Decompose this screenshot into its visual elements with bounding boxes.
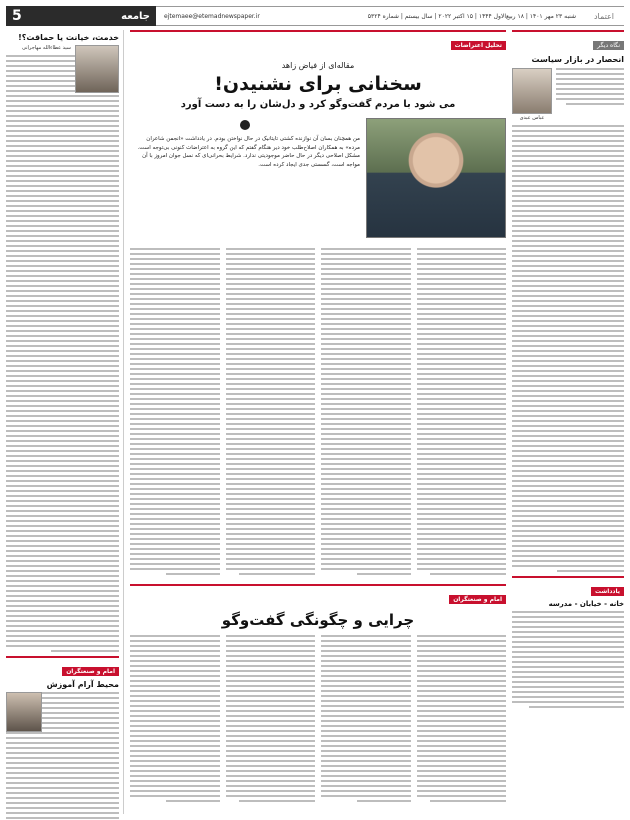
page-number: 5	[12, 8, 22, 24]
left-bottom-tag: امام و صنعتگران	[62, 667, 119, 676]
section-email[interactable]: ejtemaee@etemadnewspaper.ir	[164, 12, 260, 20]
author-portrait	[366, 118, 506, 238]
right-author	[512, 68, 552, 121]
body-column-2	[321, 248, 411, 578]
article-body-columns	[130, 248, 506, 578]
right-intro-text	[556, 68, 624, 121]
lead-area	[130, 118, 506, 240]
author-photo	[512, 68, 552, 114]
center-tag: تحلیل اعتراضات	[451, 41, 506, 50]
article-kicker: مقاله‌ای از فیاض زاهد	[281, 61, 355, 70]
left-column	[6, 30, 124, 814]
left-author	[6, 45, 119, 51]
center-tag-bar	[130, 30, 506, 51]
body-column-1	[417, 248, 507, 578]
right-bottom-body	[512, 611, 624, 708]
right-column-title: انحصار در بازار سیاست	[531, 55, 624, 64]
separator-icon	[240, 120, 250, 130]
second-column-4	[130, 635, 220, 815]
section-badge	[6, 6, 156, 26]
left-author-photo	[75, 45, 119, 93]
second-article-headline: چرایی و چگونگی گفت‌وگو	[221, 610, 415, 629]
left-column-body	[6, 55, 119, 652]
left-bottom-tag-bar	[6, 656, 119, 677]
left-author-name: سید عطاءالله مهاجرانی	[21, 45, 71, 51]
newspaper-logo: اعتماد	[584, 6, 624, 26]
second-column-1	[417, 635, 507, 815]
issue-info: شنبه ۲۳ مهر ۱۴۰۱ | ۱۸ ربیع‌الاول ۱۴۴۴ | ۱۵ اکتبر ۲۰۲۲ | سال بیستم | شماره ۵۳۲۴	[367, 12, 576, 20]
lead-paragraph: من همچنان بسان آن نوازنده کشتی تایتانیک در حال نواختن بودم. در یادداشت «انجمن شاعران مرده» به همکاران اصلاح‌طلب خود دیر هنگام گفتم که این گروه به اعتراضات کنونی بی‌توجه است. مشکل اصلاحی دیگر در حال حاضر موجودیتی ندارد. شرایط بحرانی‌ای که نسل جوان امروز با آن مواجه است، گسستی جدی ایجاد کرده است.	[137, 136, 360, 168]
left-bottom-title: محیط آرام آموزش	[46, 680, 119, 689]
right-column-body	[512, 125, 624, 572]
right-author-name: عباس عبدی	[519, 115, 545, 121]
page-header	[6, 6, 624, 26]
section-name: جامعه	[121, 10, 150, 22]
right-column-tag: نگاه دیگر	[593, 41, 624, 50]
article-subheadline: می شود با مردم گفت‌وگو کرد و دل‌شان را به دست آورد	[180, 98, 456, 110]
second-article-bar	[130, 584, 506, 605]
issue-strip	[156, 6, 584, 26]
second-article-columns	[130, 635, 506, 815]
second-article-tag: امام و صنعتگران	[449, 595, 506, 604]
second-column-3	[226, 635, 316, 815]
left-column-title: خدمت، خیانت یا حماقت؟!	[18, 33, 119, 42]
right-bottom-tag: یادداشت	[591, 587, 624, 596]
right-column	[512, 30, 624, 814]
main-article	[130, 30, 506, 814]
right-author-box	[512, 68, 624, 121]
body-column-3	[226, 248, 316, 578]
right-tag-bar	[512, 30, 624, 51]
right-bottom-tag-bar	[512, 576, 624, 597]
lead-text-block	[130, 118, 360, 240]
right-bottom-title: خانه - خیابان - مدرسه	[548, 600, 624, 608]
article-headline: سخنانی برای نشنیدن!	[214, 73, 422, 95]
second-column-2	[321, 635, 411, 815]
left-bottom-photo	[6, 692, 42, 732]
body-column-4	[130, 248, 220, 578]
